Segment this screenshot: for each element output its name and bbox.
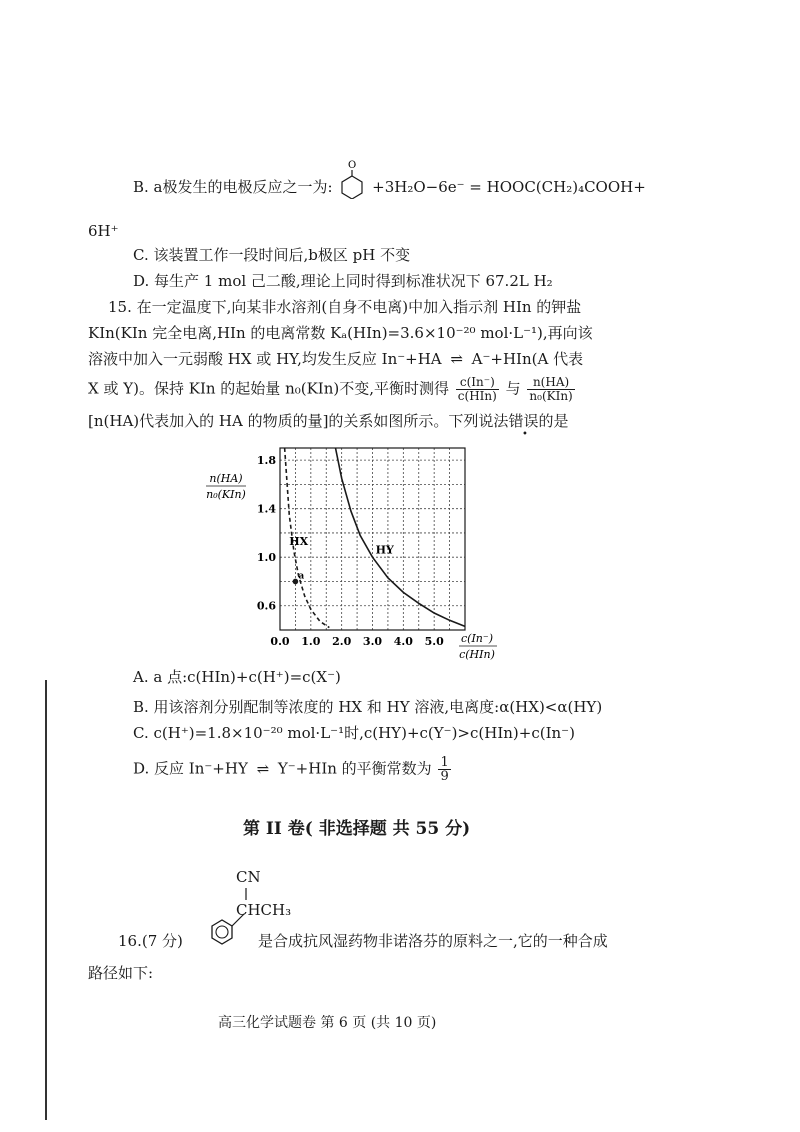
y-tick-label: 1.4 [256, 502, 276, 516]
y-tick-label: 0.6 [256, 599, 276, 613]
option-c-top: C. 该装置工作一段时间后,b极区 pH 不变 [133, 246, 411, 264]
ratio-ha-kin: $\frac{n(HA)}{\text{n₀(KIn)}}$ [529, 375, 573, 403]
q15-line5-b: 的是 [538, 412, 569, 430]
x-tick-label: 3.0 [362, 635, 383, 648]
option15-d-a: D. 反应 In⁻+HY [133, 759, 248, 778]
page-footer: 高三化学试题卷 第 6 页 (共 10 页) [218, 1015, 437, 1031]
series-hx-label: HX [289, 535, 309, 549]
chart-ticks [257, 454, 444, 648]
q15-line4-a: X 或 Y)。保持 KIn 的起始量 n₀(KIn)不变,平衡时测得 [88, 379, 450, 398]
ratio-in-hin: $\frac{c(In^-)}{\text{c(HIn)}}$ [457, 375, 497, 403]
series-hy-curve [336, 448, 466, 626]
q15-line1: 15. 在一定温度下,向某非水溶剂(自身不电离)中加入指示剂 HIn 的钾盐 [108, 298, 582, 316]
cyclohexanone-structure [337, 160, 367, 199]
equilibrium-constant-fraction: $\frac{1}{9}$ [440, 755, 449, 784]
chart [200, 440, 530, 670]
y-tick-label: 1.8 [256, 454, 276, 468]
q15-line2: KIn(KIn 完全电离,HIn 的电离常数 Kₐ(HIn)=3.6×10⁻²⁰ mol·L⁻¹),再向该 [88, 324, 593, 342]
y-axis-label-num: n(HA) [209, 472, 243, 485]
section-2-title: 第 II 卷( 非选择题 共 55 分) [243, 819, 471, 839]
option15-d-b: Y⁻+HIn 的平衡常数为 [277, 759, 432, 778]
q16-text: 是合成抗风湿药物非诺洛芬的原料之一,它的一种合成 [258, 932, 608, 950]
q15-line3-b: A⁻+HIn(A 代表 [471, 350, 584, 368]
chch3-label: CHCH₃ [236, 901, 292, 919]
y-axis-label-den: n₀(KIn) [206, 488, 246, 501]
q15-line3-a: 溶液中加入一元弱酸 HX 或 HY,均发生反应 In⁻+HA [88, 350, 442, 368]
option-b-cont: 6H⁺ [88, 222, 119, 240]
margin-line [45, 680, 47, 1120]
q15-line4 [88, 376, 577, 403]
point-a-marker [293, 579, 299, 585]
option15-a: A. a 点:c(HIn)+c(H⁺)=c(X⁻) [133, 668, 341, 686]
option-d-top: D. 每生产 1 mol 己二酸,理论上同时得到标准状况下 67.2L H₂ [133, 272, 553, 290]
q16-line2: 路径如下: [88, 964, 154, 982]
chart-labels [206, 472, 497, 661]
equilibrium-arrow: ⇌ [256, 759, 270, 778]
q15-line4-b: 与 [505, 379, 521, 398]
q15-line5 [88, 410, 568, 432]
series-hy-label: HY [375, 543, 394, 557]
option15-d [133, 756, 453, 783]
x-tick-label: 4.0 [393, 635, 413, 648]
chart-series [285, 448, 465, 628]
y-tick-label: 1.0 [256, 551, 276, 565]
x-axis-label-num: c(In⁻) [461, 632, 493, 645]
equilibrium-arrow: ⇌ [450, 350, 463, 368]
q15-line5-a: [n(HA)代表加入的 HA 的物质的量]的关系如图所示。下列说法 [88, 412, 509, 430]
cn-label: CN [236, 868, 261, 886]
ketone-o-label: O [348, 160, 357, 171]
q15-line3 [88, 348, 583, 370]
q16-prefix: 16.(7 分) [118, 932, 183, 950]
option-b-prefix: B. a极发生的电极反应之一为: [133, 178, 333, 196]
option-b-rest: +3H₂O−6e⁻ = HOOC(CH₂)₄COOH+ [372, 178, 646, 196]
x-axis-label-den: c(HIn) [459, 648, 495, 661]
x-tick-label: 0.0 [270, 635, 290, 648]
x-tick-label: 2.0 [332, 635, 352, 648]
x-tick-label: 5.0 [424, 635, 444, 648]
point-a-label: a [298, 571, 305, 582]
option15-c: C. c(H⁺)=1.8×10⁻²⁰ mol·L⁻¹时,c(HY)+c(Y⁻)>c(HIn)+c(In⁻) [133, 724, 575, 742]
x-tick-label: 1.0 [301, 635, 321, 648]
option15-b: B. 用该溶剂分别配制等浓度的 HX 和 HY 溶液,电离度:α(HX)<α(HY) [133, 698, 603, 716]
emphasis-wrong: 错误 [508, 412, 539, 430]
option-b-top [133, 160, 646, 199]
